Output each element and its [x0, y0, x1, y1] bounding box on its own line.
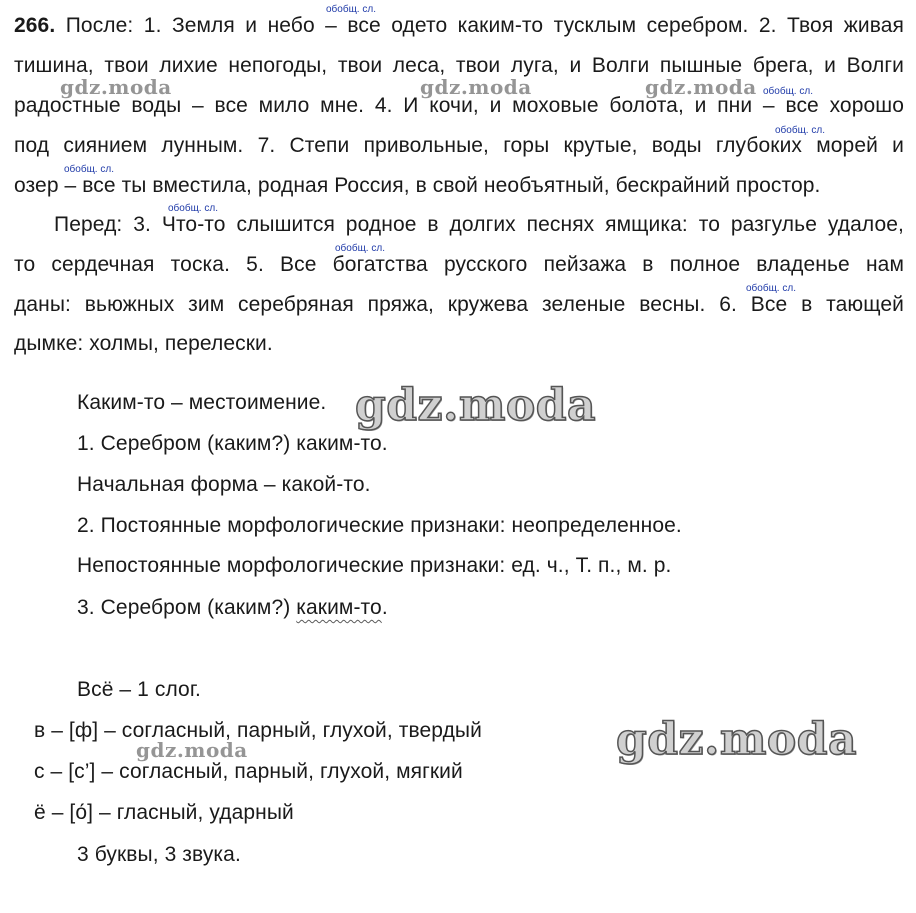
- exercise-number: 266.: [14, 14, 56, 37]
- annotation-generalizing-word: обобщ. сл.: [64, 164, 114, 175]
- phonetic-line-3: ё – [о́] – гласный, ударный: [34, 801, 294, 824]
- para2-line-2: то сердечная тоска. 5. Все богатства русского пейзажа в полное владенье нам: [14, 253, 904, 276]
- para2-line-1: Перед: 3. Что-то слышится родное в долгих песнях ямщика: то разгулье удалое,: [54, 213, 904, 236]
- para1-line-5: озер – все ты вместила, родная Россия, в свой необъятный, бескрайний простор.: [14, 174, 821, 197]
- analysis-line-1: Каким-то – местоимение.: [77, 391, 327, 414]
- phonetic-summary: 3 буквы, 3 звука.: [77, 843, 241, 866]
- annotation-generalizing-word: обобщ. сл.: [746, 283, 796, 294]
- annotation-generalizing-word: обобщ. сл.: [763, 86, 813, 97]
- analysis-line-6-end: .: [381, 596, 388, 619]
- analysis-line-6: [77, 595, 388, 621]
- annotation-generalizing-word: обобщ. сл.: [168, 203, 218, 214]
- watermark-small: gdz.moda: [645, 75, 757, 99]
- phonetic-title: Всё – 1 слог.: [77, 678, 201, 701]
- analysis-line-6-text: 3. Серебром (каким?): [77, 596, 297, 619]
- para2-line-3: даны: вьюжных зим серебряная пряжа, кружева зеленые весны. 6. Все в тающей: [14, 293, 904, 316]
- para2-line-4: дымке: холмы, перелески.: [14, 332, 273, 355]
- watermark-small: gdz.moda: [60, 75, 172, 99]
- para1-line-1: После: 1. Земля и небо – все одето каким-то тусклым серебром. 2. Твоя живая: [65, 14, 904, 37]
- exercise-line-1: [14, 13, 904, 39]
- watermark-small: gdz.moda: [420, 75, 532, 99]
- para1-line-3: радостные воды – все мило мне. 4. И кочи, и моховые болота, и пни – все хорошо: [14, 94, 904, 117]
- para1-line-2: тишина, твои лихие непогоды, твои леса, твои луга, и Волги пышные брега, и Волги: [14, 54, 904, 77]
- annotation-generalizing-word: обобщ. сл.: [335, 243, 385, 254]
- para1-line-4: под сиянием лунным. 7. Степи привольные, горы крутые, воды глубоких морей и: [14, 134, 904, 157]
- watermark-large: gdz.moda: [616, 714, 858, 765]
- analysis-line-3: Начальная форма – какой-то.: [77, 473, 371, 496]
- annotation-generalizing-word: обобщ. сл.: [775, 125, 825, 136]
- watermark-small: gdz.moda: [136, 738, 248, 762]
- watermark-large: gdz.moda: [355, 380, 597, 431]
- phonetic-line-2: с – [с’] – согласный, парный, глухой, мягкий: [34, 760, 463, 783]
- analysis-line-5: Непостоянные морфологические признаки: ед. ч., Т. п., м. р.: [77, 554, 672, 577]
- annotation-generalizing-word: обобщ. сл.: [326, 4, 376, 15]
- wavy-underlined-word: каким-то: [296, 596, 382, 619]
- analysis-line-4: 2. Постоянные морфологические признаки: неопределенное.: [77, 514, 682, 537]
- analysis-line-2: 1. Серебром (каким?) каким-то.: [77, 432, 388, 455]
- phonetic-line-1: в – [ф] – согласный, парный, глухой, твердый: [34, 719, 482, 742]
